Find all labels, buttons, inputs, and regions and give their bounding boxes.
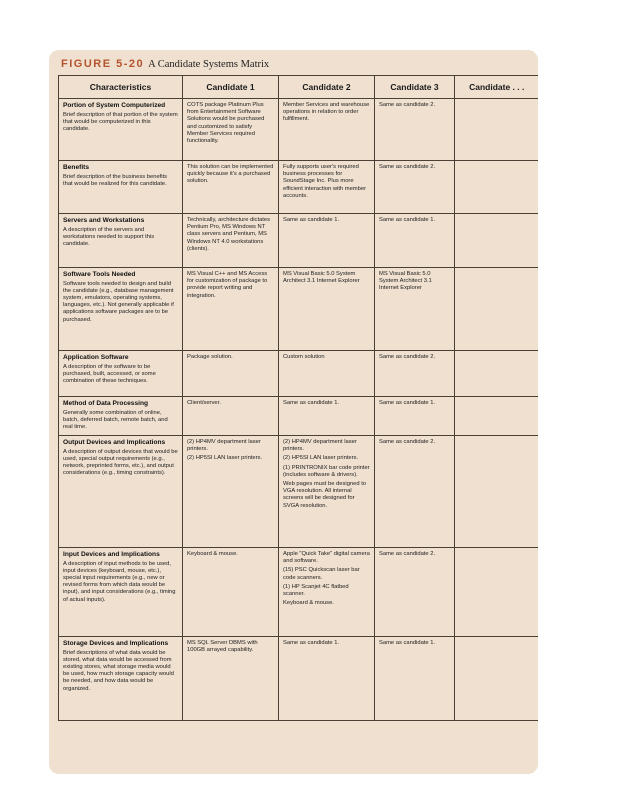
cell-text: Same as candidate 1.	[379, 400, 436, 406]
cell-text: Same as candidate 2.	[379, 354, 436, 360]
characteristic-cell	[59, 268, 183, 351]
candidate-2-cell	[279, 548, 375, 637]
characteristic-title: Application Software	[63, 354, 129, 361]
table-row	[59, 548, 539, 637]
candidate-3-cell	[375, 99, 455, 161]
characteristic-description: A description of output devices that would be used, special output requirements (e.g., network, preprinted forms, etc.), and output considerations (e.g., timing constraints).	[63, 448, 178, 477]
candidate-3-cell	[375, 161, 455, 214]
cell-text: Same as candidate 2.	[379, 551, 436, 557]
characteristic-cell	[59, 637, 183, 721]
characteristic-description: Brief description of that portion of the system that would be computerized in this candidate.	[63, 111, 178, 132]
candidate-3-cell	[375, 548, 455, 637]
characteristic-title: Storage Devices and Implications	[63, 640, 169, 647]
characteristic-title: Software Tools Needed	[63, 271, 136, 278]
characteristic-cell	[59, 436, 183, 548]
characteristic-description: Software tools needed to design and build the candidate (e.g., database management system, emulators, operating systems, languages, etc.). Not generally applicable if applications software packages are to be purchased.	[63, 280, 174, 323]
candidate-4-cell	[455, 351, 539, 397]
characteristic-cell	[59, 351, 183, 397]
cell-text: (2) HP4MV department laser printers.	[187, 439, 261, 453]
cell-text: Same as candidate 1.	[379, 217, 436, 223]
candidate-1-cell	[183, 436, 279, 548]
cell-text: Same as candidate 1.	[283, 400, 340, 406]
candidate-1-cell	[183, 161, 279, 214]
characteristic-title: Servers and Workstations	[63, 217, 145, 224]
candidate-1-cell	[183, 214, 279, 268]
table-row	[59, 637, 539, 721]
cell-text: MS SQL Server DBMS with 100GB arrayed capability.	[187, 640, 258, 654]
cell-text: Same as candidate 1.	[379, 640, 436, 646]
candidate-1-cell	[183, 268, 279, 351]
cell-text: COTS package Platinum Plus from Entertainment Software Solutions would be purchased and customized to satisfy Member Services required functionality.	[187, 102, 265, 145]
characteristic-description: A description of input methods to be used, input devices (keyboard, mouse, etc.), special input requirements (e.g., new or revised forms from which data would be input), and input considerations (e.g., timing of actual inputs).	[63, 560, 176, 603]
candidate-4-cell	[455, 397, 539, 436]
characteristic-description: A description of the servers and workstations needed to support this candidate.	[63, 226, 155, 247]
figure-label: FIGURE 5-20	[61, 58, 145, 70]
candidate-2-cell	[279, 351, 375, 397]
characteristic-description: Brief description of the business benefits that would be realized for this candidate.	[63, 173, 168, 187]
characteristic-description: Generally some combination of online, batch, deferred batch, remote batch, and real time.	[63, 409, 168, 430]
cell-text: MS Visual Basic 5.0 System Architect 3.1 Internet Explorer	[379, 271, 432, 292]
column-header-candidate-more: Candidate . . .	[455, 76, 539, 99]
cell-text: Package solution.	[187, 354, 233, 360]
characteristic-title: Input Devices and Implications	[63, 551, 160, 558]
cell-text: (2) HP4MV department laser printers.	[283, 439, 357, 453]
candidate-3-cell	[375, 397, 455, 436]
table-row	[59, 397, 539, 436]
candidate-1-cell	[183, 351, 279, 397]
candidate-systems-matrix	[58, 75, 538, 721]
table-row	[59, 436, 539, 548]
characteristic-cell	[59, 214, 183, 268]
cell-text: (2) HP5SI LAN laser printers.	[187, 455, 263, 462]
characteristic-title: Benefits	[63, 164, 90, 171]
matrix-body	[59, 99, 539, 721]
candidate-3-cell	[375, 637, 455, 721]
table-row	[59, 99, 539, 161]
figure-caption: A Candidate Systems Matrix	[148, 59, 270, 70]
column-header-candidate-3: Candidate 3	[375, 76, 455, 99]
candidate-3-cell	[375, 268, 455, 351]
header-row	[59, 76, 539, 99]
table-row	[59, 161, 539, 214]
candidate-2-cell	[279, 214, 375, 268]
cell-text: Client/server.	[187, 400, 221, 406]
candidate-1-cell	[183, 548, 279, 637]
cell-text: (1) PRINTRONIX bar code printer (includes software & drivers).	[283, 464, 370, 478]
table-row	[59, 214, 539, 268]
candidate-4-cell	[455, 99, 539, 161]
candidate-2-cell	[279, 436, 375, 548]
table-row	[59, 268, 539, 351]
candidate-2-cell	[279, 161, 375, 214]
candidate-1-cell	[183, 397, 279, 436]
cell-text: (15) PSC Quickscan laser bar code scanners.	[283, 567, 360, 581]
candidate-3-cell	[375, 436, 455, 548]
cell-text: (2) HP5SI LAN laser printers.	[283, 455, 359, 462]
cell-text: Same as candidate 1.	[283, 640, 340, 646]
characteristic-cell	[59, 161, 183, 214]
cell-text: MS Visual C++ and MS Access for customization of package to provide report writing and integration.	[187, 271, 268, 299]
candidate-4-cell	[455, 548, 539, 637]
characteristic-cell	[59, 548, 183, 637]
cell-text: Same as candidate 2.	[379, 164, 436, 170]
characteristic-description: Brief descriptions of what data would be stored, what data would be accessed from existing stores, what storage media would be used, how much storage capacity would be needed, and how data would be organized.	[63, 649, 174, 692]
characteristic-cell	[59, 397, 183, 436]
cell-text: Same as candidate 1.	[283, 217, 340, 223]
cell-text: This solution can be implemented quickly because it's a purchased solution.	[187, 164, 274, 185]
candidate-4-cell	[455, 214, 539, 268]
candidate-1-cell	[183, 637, 279, 721]
cell-text: Keyboard & mouse.	[187, 551, 238, 557]
figure-panel	[49, 50, 538, 774]
characteristic-description: A description of the software to be purchased, built, accessed, or some combination of these techniques.	[63, 363, 156, 384]
figure-title	[61, 55, 269, 71]
candidate-3-cell	[375, 351, 455, 397]
cell-text: Same as candidate 2.	[379, 102, 436, 108]
candidate-2-cell	[279, 268, 375, 351]
characteristic-title: Portion of System Computerized	[63, 102, 166, 109]
candidate-4-cell	[455, 637, 539, 721]
column-header-candidate-1: Candidate 1	[183, 76, 279, 99]
candidate-4-cell	[455, 436, 539, 548]
characteristic-cell	[59, 99, 183, 161]
cell-text: Same as candidate 2.	[379, 439, 436, 445]
candidate-2-cell	[279, 637, 375, 721]
candidate-2-cell	[279, 99, 375, 161]
cell-text: Custom solution	[283, 354, 325, 360]
characteristic-title: Output Devices and Implications	[63, 439, 166, 446]
cell-text: Web pages must be designed to VGA resolution. All internal screens will be designed for SVGA resolution.	[283, 481, 367, 509]
candidate-3-cell	[375, 214, 455, 268]
candidate-1-cell	[183, 99, 279, 161]
candidate-4-cell	[455, 268, 539, 351]
cell-text: Technically, architecture dictates Pentium Pro, MS Windows NT class servers and Pentium, MS Windows NT 4.0 workstations (clients).	[187, 217, 271, 252]
column-header-candidate-2: Candidate 2	[279, 76, 375, 99]
candidate-4-cell	[455, 161, 539, 214]
cell-text: Fully supports user's required business processes for SoundStage Inc. Plus more efficient interaction with member accounts.	[283, 164, 367, 199]
characteristic-title: Method of Data Processing	[63, 400, 148, 407]
cell-text: Apple "Quick Take" digital camera and software.	[283, 551, 370, 565]
column-header-characteristics: Characteristics	[59, 76, 183, 99]
candidate-2-cell	[279, 397, 375, 436]
cell-text: Keyboard & mouse.	[283, 600, 334, 607]
cell-text: (1) HP Scanjet 4C flatbed scanner.	[283, 583, 349, 598]
cell-text: MS Visual Basic 5.0 System Architect 3.1 Internet Explorer	[283, 271, 360, 285]
table-row	[59, 351, 539, 397]
cell-text: Member Services and warehouse operations in relation to order fulfillment.	[283, 102, 370, 123]
